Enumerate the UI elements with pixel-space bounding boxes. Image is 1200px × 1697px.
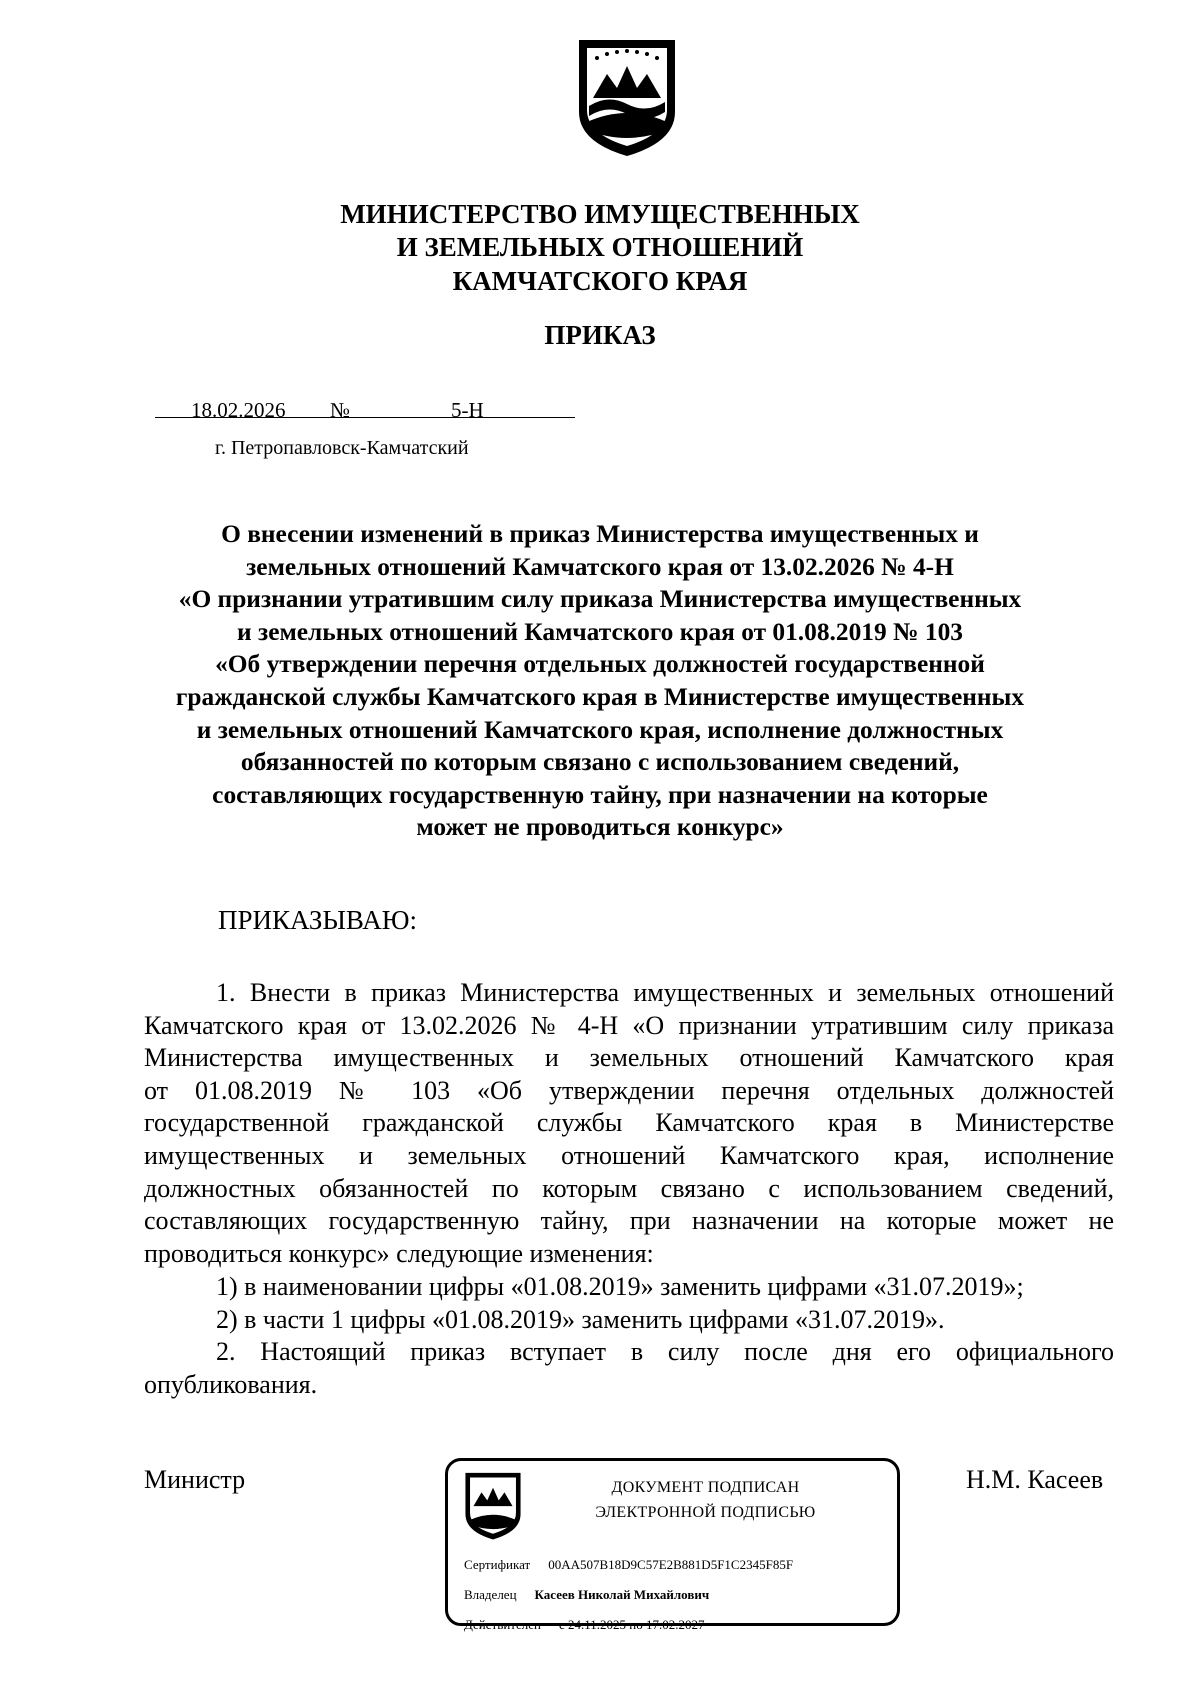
signatory-name: Н.М. Касеев — [966, 1465, 1104, 1494]
stamp-validity-row — [464, 1617, 704, 1633]
subject-line: О внесении изменений в приказ Министерства имущественных и — [221, 520, 979, 548]
number-sign: № — [330, 398, 351, 422]
paragraph-line: государственной гражданской службы Камчатского края в Министерстве — [144, 1108, 1114, 1138]
stamp-certificate-label: Сертификат — [464, 1557, 531, 1572]
list-item-text: 2) в части 1 цифры «01.08.2019» заменить цифрами «31.07.2019». — [216, 1305, 945, 1334]
organization-name-line-3: КАМЧАТСКОГО КРАЯ — [452, 266, 748, 296]
paragraph-line: 2. Настоящий приказ вступает в силу после дня его официального — [216, 1337, 1114, 1366]
order-number: 5-Н — [451, 398, 484, 422]
subject-line: «Об утверждении перечня отдельных должностей государственной — [215, 650, 985, 679]
stamp-title-line-1: ДОКУМЕНТ ПОДПИСАН — [611, 1479, 800, 1496]
list-item-text: 1) в наименовании цифры «01.08.2019» заменить цифрами «31.07.2019»; — [216, 1272, 1024, 1301]
paragraph-2 — [144, 1336, 1114, 1401]
subject-line: обязанностей по которым связано с использованием сведений, — [240, 748, 960, 777]
order-date: 18.02.2026 — [191, 398, 286, 422]
subject-line: и земельных отношений Камчатского края, исполнение должностных — [196, 715, 1004, 744]
subject-line: и земельных отношений Камчатского края от 01.08.2019 № 103 — [237, 617, 963, 646]
paragraph-line: Министерства имущественных и земельных отношений Камчатского края — [144, 1043, 1114, 1073]
order-city: г. Петропавловск-Камчатский — [215, 437, 469, 459]
subject-line: может не проводиться конкурс» — [416, 813, 784, 842]
subject-line: составляющих государственную тайну, при назначении на которые — [212, 780, 988, 809]
organization-name-line-1: МИНИСТЕРСТВО ИМУЩЕСТВЕННЫХ — [340, 199, 860, 229]
subject-line: гражданской службы Камчатского края в Министерстве имущественных — [175, 682, 1025, 711]
paragraph-line: опубликования. — [144, 1369, 318, 1399]
stamp-owner-row — [464, 1587, 709, 1603]
stamp-certificate-value: 00AA507B18D9C57E2B881D5F1C2345F85F — [548, 1557, 794, 1572]
signatory-position: Министр — [144, 1465, 246, 1494]
directive-word: ПРИКАЗЫВАЮ: — [218, 905, 417, 935]
stamp-validity-value: с 24.11.2025 по 17.02.2027 — [558, 1617, 705, 1632]
subject-line: «О признании утратившим силу приказа Министерства имущественных — [178, 585, 1022, 614]
paragraph-1 — [144, 977, 1114, 1270]
paragraph-line: должностных обязанностей по которым связано с использованием сведений, — [144, 1173, 1114, 1203]
list-item-1 — [144, 1271, 1114, 1304]
stamp-validity-label: Действителен — [464, 1617, 541, 1632]
stamp-owner-label: Владелец — [464, 1587, 517, 1602]
stamp-title-line-2: ЭЛЕКТРОННОЙ ПОДПИСЬЮ — [595, 1504, 816, 1521]
paragraph-line: имущественных и земельных отношений Камчатского края, исполнение — [144, 1140, 1114, 1170]
paragraph-line: составляющих государственную тайну, при назначении на которые может не — [144, 1206, 1114, 1236]
document-type-title: ПРИКАЗ — [544, 320, 656, 350]
paragraph-line: от 01.08.2019 № 103 «Об утверждении перечня отдельных должностей — [144, 1075, 1114, 1105]
subject-line: земельных отношений Камчатского края от 13.02.2026 № 4-Н — [246, 552, 954, 581]
electronic-signature-stamp — [445, 1458, 900, 1632]
paragraph-line: 1. Внести в приказ Министерства имущественных и земельных отношений — [216, 978, 1114, 1007]
order-subject-heading — [120, 518, 1080, 844]
organization-name-line-2: И ЗЕМЕЛЬНЫХ ОТНОШЕНИЙ — [396, 232, 804, 262]
list-item-2 — [144, 1304, 1114, 1337]
paragraph-line: проводиться конкурс» следующие изменения: — [144, 1238, 654, 1268]
stamp-owner-value: Касеев Николай Михайлович — [534, 1587, 710, 1602]
coat-of-arms-icon — [573, 34, 681, 158]
stamp-certificate-row — [464, 1557, 793, 1573]
paragraph-line: Камчатского края от 13.02.2026 № 4-Н «О признании утратившим силу приказа — [144, 1010, 1114, 1040]
